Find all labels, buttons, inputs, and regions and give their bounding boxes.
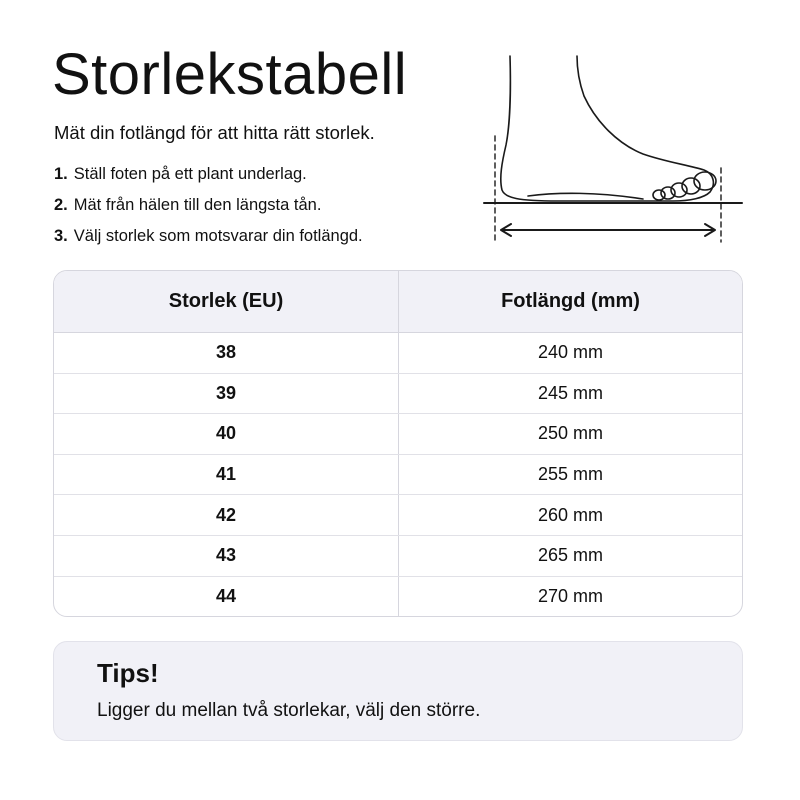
length-cell: 255 mm [537,464,604,485]
size-cell: 43 [54,536,399,576]
table-header [54,271,742,333]
size-table [53,270,743,617]
step-text: Välj storlek som motsvarar din fotlängd. [73,227,363,245]
size-cell: 39 [54,374,399,414]
table-body [54,333,742,617]
length-cell: 240 mm [537,342,604,363]
table-row [54,374,742,415]
step-number: 2. [54,196,68,214]
step-item [54,225,363,256]
size-cell: 38 [54,333,399,373]
table-row [54,414,742,455]
size-cell: 42 [54,495,399,535]
table-row [54,455,742,496]
instruction-steps [54,163,363,256]
step-number: 1. [54,165,68,183]
length-cell: 265 mm [537,545,604,566]
step-text: Ställ foten på ett plant underlag. [73,165,307,183]
table-row [54,495,742,536]
size-cell: 44 [54,577,399,617]
table-row [54,577,742,617]
step-number: 3. [54,227,68,245]
size-cell: 41 [54,455,399,495]
page-subtitle: Mät din fotlängd för att hitta rätt storlek. [54,122,375,143]
length-cell: 270 mm [537,586,604,607]
page-title: Storlekstabell [52,42,408,107]
length-cell: 260 mm [537,504,604,525]
step-item [54,163,363,194]
table-row [54,333,742,374]
tips-title: Tips! [97,658,159,688]
size-cell: 40 [54,414,399,454]
tips-box [53,641,743,741]
table-row [54,536,742,577]
step-item [54,194,363,225]
header-foot-length: Fotlängd (mm) [501,290,640,312]
step-text: Mät från hälen till den längsta tån. [73,196,322,214]
foot-measurement-icon [478,50,748,250]
tips-text: Ligger du mellan två storlekar, välj den större. [97,700,481,721]
header-size: Storlek (EU) [54,271,399,332]
length-cell: 245 mm [537,382,604,403]
length-cell: 250 mm [537,423,604,444]
